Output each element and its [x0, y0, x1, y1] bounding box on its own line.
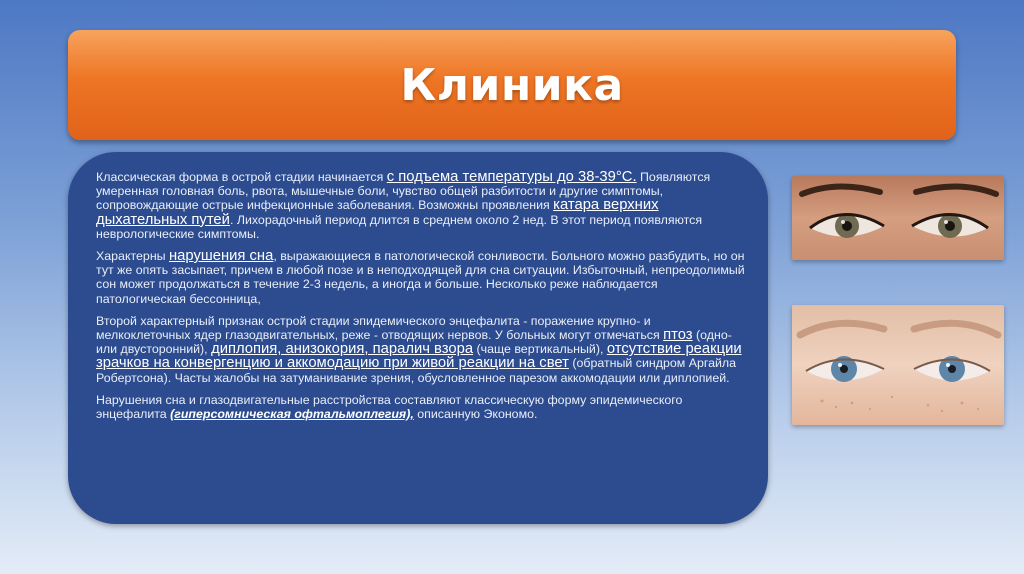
highlighted-term-italic: (гиперсомническая офтальмоплегия), — [170, 407, 414, 422]
highlighted-term: катара верхних дыхательных путей — [96, 197, 659, 228]
text-segment: (чаще вертикальный), — [473, 342, 607, 357]
highlighted-term: диплопия, анизокория, паралич взора — [211, 341, 474, 358]
eyes-blue-photo — [792, 305, 1004, 425]
text-segment: Нарушения сна и глазодвигательные расстройства составляют классическую форму эпидемического энцефалита — [96, 392, 683, 422]
paragraph — [96, 249, 746, 306]
text-segment: Классическая форма в острой стадии начинается — [96, 170, 387, 184]
text-segment: Второй характерный признак острой стадии эпидемического энцефалита - поражение крупно- и мелкоклеточных ядер глазодвигательных, реже - отводящих нервов. У больных могут отмечаться — [96, 313, 664, 343]
title-banner — [68, 30, 956, 140]
content-panel — [68, 152, 768, 524]
eyes-brown-illustration — [792, 176, 1004, 260]
highlighted-term: отсутствие реакции зрачков на конвергенцию и аккомодацию при живой реакции на свет — [96, 341, 742, 372]
highlighted-term: с подъема температуры до 38-39°С. — [386, 169, 637, 185]
highlighted-term: птоз — [663, 327, 693, 344]
paragraph — [96, 314, 746, 385]
text-segment: . Лихорадочный период длится в среднем около 2 нед. В этот период появляются неврологические симптомы. — [96, 212, 703, 241]
eyes-brown-photo — [792, 176, 1004, 260]
text-segment: Характерны — [96, 249, 170, 264]
text-body — [96, 170, 746, 421]
text-segment: Появляются умеренная головная боль, рвота, мышечные боли, чувство общей разбитости и другие симптомы, сопровождающие острые инфекционные заболевания. Возможны проявления — [96, 170, 711, 213]
paragraph — [96, 170, 746, 241]
text-segment: (обратный синдром Аргайла Робертсона). Часты жалобы на затуманивание зрения, обусловленное парезом аккомодации или диплопией. — [96, 356, 737, 385]
text-segment: описанную Экономо. — [413, 407, 538, 422]
highlighted-term: нарушения сна — [169, 248, 274, 265]
eyes-blue-illustration — [792, 305, 1004, 425]
slide-title: Клиника — [400, 59, 624, 111]
text-segment: (одно- или двусторонний), — [96, 328, 732, 357]
text-segment: , выражающиеся в патологической сонливости. Больного можно разбудить, но он тут же опять засыпает, причем в любой позе и в неподходящей для сна ситуации. Избыточный, непреодолимый сон может продолжаться в течение 2-3 недель, а иногда и больше. Несколько реже наблюдается патологическая бессонница, — [96, 249, 745, 306]
paragraph — [96, 393, 746, 421]
